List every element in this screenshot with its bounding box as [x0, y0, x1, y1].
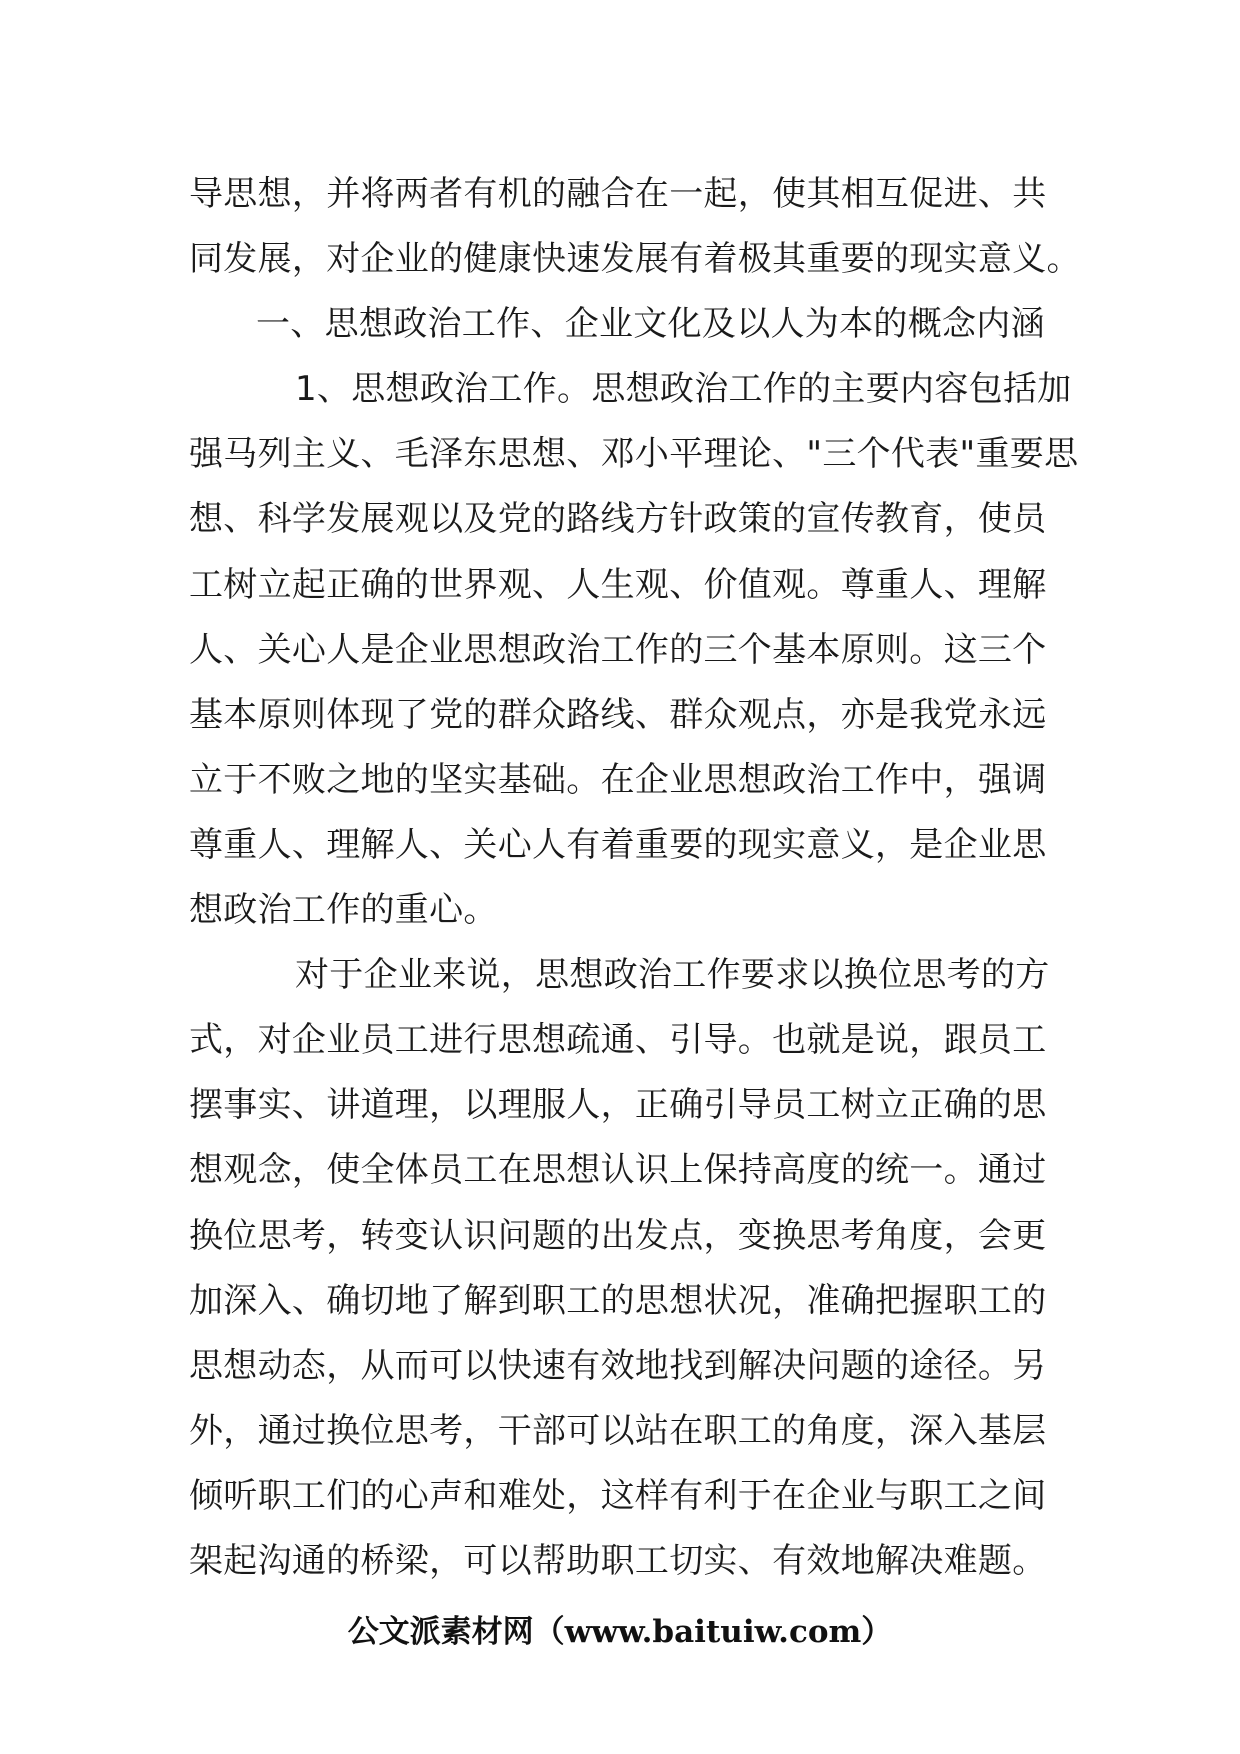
text-line: 基本原则体现了党的群众路线、群众观点，亦是我党永远 [189, 694, 1047, 735]
text-line: 式，对企业员工进行思想疏通、引导。也就是说，跟员工 [189, 1020, 1047, 1061]
text-line: 立于不败之地的坚实基础。在企业思想政治工作中，强调 [189, 759, 1047, 800]
section-heading: 一、思想政治工作、企业文化及以人为本的概念内涵 [256, 304, 1045, 345]
text-line: 换位思考，转变认识问题的出发点，变换思考角度，会更 [189, 1215, 1047, 1256]
body-text [189, 162, 1081, 1594]
text-line: 人、关心人是企业思想政治工作的三个基本原则。这三个 [189, 629, 1047, 670]
text-line: 想政治工作的重心。 [189, 890, 498, 931]
text-line: 摆事实、讲道理，以理服人，正确引导员工树立正确的思 [189, 1085, 1047, 1126]
text-line: 想、科学发展观以及党的路线方针政策的宣传教育，使员 [189, 499, 1047, 540]
footer-watermark: 公文派素材网（www.baituiw.com） [347, 1614, 893, 1650]
paragraph-start: 1、思想政治工作。思想政治工作的主要内容包括加 [295, 369, 1072, 410]
text-line: 外，通过换位思考，干部可以站在职工的角度，深入基层 [189, 1410, 1047, 1451]
text-line: 架起沟通的桥梁，可以帮助职工切实、有效地解决难题。 [189, 1540, 1047, 1581]
text-line: 导思想，并将两者有机的融合在一起，使其相互促进、共 [189, 174, 1047, 214]
text-line: 倾听职工们的心声和难处，这样有利于在企业与职工之间 [189, 1475, 1047, 1516]
text-line: 想观念，使全体员工在思想认识上保持高度的统一。通过 [189, 1150, 1047, 1191]
text-line: 强马列主义、毛泽东思想、邓小平理论、"三个代表"重要思 [189, 434, 1079, 475]
text-line: 工树立起正确的世界观、人生观、价值观。尊重人、理解 [189, 564, 1047, 605]
text-line: 加深入、确切地了解到职工的思想状况，准确把握职工的 [189, 1280, 1047, 1321]
paragraph-start: 对于企业来说，思想政治工作要求以换位思考的方 [295, 955, 1050, 996]
text-line: 尊重人、理解人、关心人有着重要的现实意义，是企业思 [189, 824, 1047, 865]
text-line: 思想动态，从而可以快速有效地找到解决问题的途径。另 [189, 1345, 1047, 1386]
text-line: 同发展，对企业的健康快速发展有着极其重要的现实意义。 [189, 239, 1081, 280]
